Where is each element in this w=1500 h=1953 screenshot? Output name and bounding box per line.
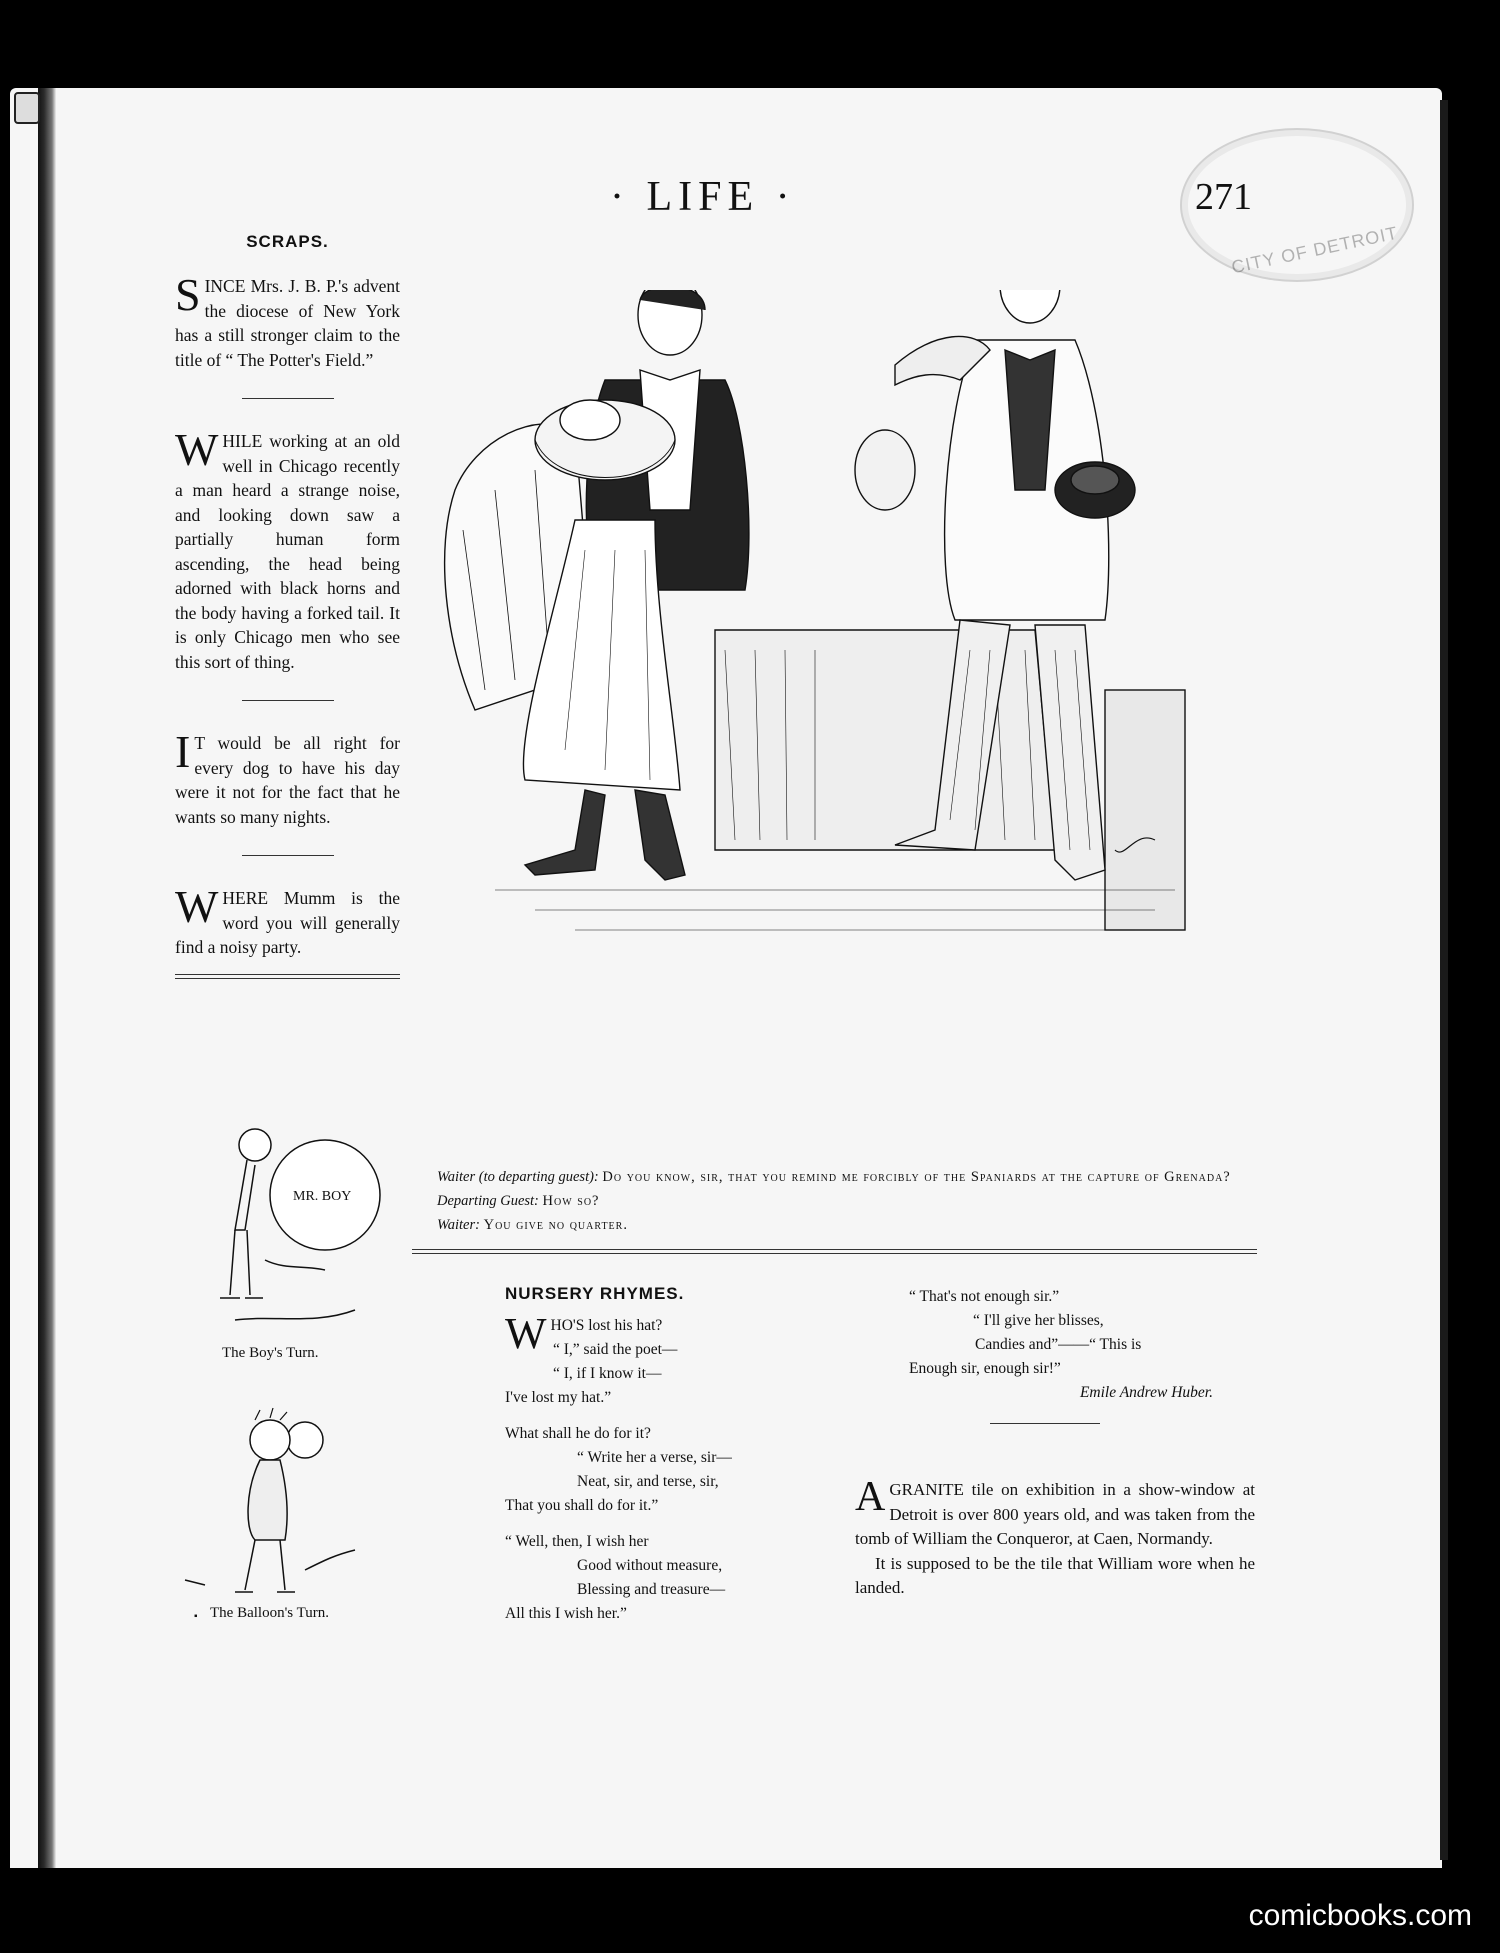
verse-line: I've lost my hat.” [505, 1389, 612, 1406]
caption-line [412, 1189, 1257, 1213]
verse-line: That you shall do for it.” [505, 1497, 659, 1514]
boy-blowing-balloon-sketch [175, 1120, 405, 1340]
granite-paragraph [855, 1474, 1255, 1552]
granite-paragraph [855, 1552, 1255, 1601]
boy-sketch-caption: The Boy's Turn. [222, 1345, 319, 1361]
dropcap: I [175, 726, 191, 777]
scraps-column [175, 232, 400, 979]
caption-line [412, 1213, 1257, 1237]
verse-line: Neat, sir, and terse, sir, [577, 1473, 719, 1490]
print-mark: ▪ [194, 1611, 198, 1622]
scrap-text: HERE Mumm is the word you will generally find a noisy party. [175, 888, 400, 957]
stanza-3 [505, 1530, 770, 1626]
verse-line: HO'S lost his hat? [550, 1317, 663, 1334]
verse-line: Blessing and treasure— [577, 1581, 726, 1598]
nursery-continued [855, 1285, 1235, 1442]
granite-text: GRANITE tile on exhibition in a show-window at Detroit is over 800 years old, and was taken from the tomb of William the Conqueror, at Caen, Normandy. [855, 1480, 1255, 1548]
divider [990, 1423, 1100, 1424]
verse-line: Enough sir, enough sir!” [909, 1360, 1061, 1377]
poem-author: Emile Andrew Huber. [1079, 1384, 1213, 1401]
page-corner-tab [14, 92, 40, 124]
caption-line [412, 1165, 1257, 1189]
caption-speaker: Departing Guest: [437, 1193, 539, 1209]
page-gutter [38, 88, 56, 1868]
library-stamp-text: CITY OF DETROIT [1229, 222, 1400, 278]
granite-text: It is supposed to be the tile that William wore when he landed. [855, 1553, 1255, 1597]
verse-line: What shall he do for it? [505, 1425, 651, 1442]
stanza-4 [855, 1285, 1235, 1405]
verse-line: Candies and”——“ This is [975, 1336, 1142, 1353]
dropcap: W [175, 881, 219, 932]
masthead-title: · LIFE · [610, 174, 796, 220]
page-edge [1440, 100, 1448, 1860]
cartoon-caption [412, 1165, 1257, 1254]
caption-double-rule [412, 1249, 1257, 1254]
verse-line: “ I, if I know it— [553, 1365, 662, 1382]
caption-speaker: Waiter (to departing guest): [437, 1169, 599, 1185]
dropcap: A [855, 1474, 886, 1520]
waiter-and-guest-illustration [415, 290, 1215, 1140]
verse-line: “ Write her a verse, sir— [577, 1449, 732, 1466]
caption-text: You give no quarter. [483, 1217, 628, 1233]
verse-line: “ That's not enough sir.” [909, 1288, 1060, 1305]
dropcap: W [175, 424, 219, 475]
scrap-item [175, 726, 400, 829]
caption-text: Do you know, sir, that you remind me forcibly of the Spaniards at the capture of Grenada? [602, 1169, 1231, 1185]
scrap-item [175, 881, 400, 960]
nursery-rhymes-column [505, 1284, 770, 1626]
verse-line: All this I wish her.” [505, 1605, 627, 1622]
balloon-sketch-caption: The Balloon's Turn. [210, 1605, 329, 1621]
balloon-blowing-boy-sketch [175, 1400, 405, 1610]
divider [242, 398, 334, 399]
caption-speaker: Waiter: [437, 1217, 480, 1233]
dropcap: S [175, 269, 201, 320]
stanza-1 [505, 1309, 770, 1410]
scrap-text: INCE Mrs. J. B. P.'s advent the diocese of New York has a still stronger claim to the title of “ The Potter's Field.” [175, 276, 400, 370]
stanza-2 [505, 1422, 770, 1518]
dropcap: W [505, 1309, 547, 1358]
balloon-lettering: MR. BOY [293, 1189, 352, 1204]
caption-text: How so? [542, 1193, 600, 1209]
scrap-text: T would be all right for every dog to have his day were it not for the fact that he wants so many nights. [175, 733, 400, 827]
verse-line: “ Well, then, I wish her [505, 1533, 649, 1550]
section-double-rule [175, 974, 400, 979]
granite-article [855, 1474, 1255, 1601]
scrap-text: HILE working at an old well in Chicago recently a man heard a strange noise, and looking down saw a partially human form ascending, the head being adorned with black horns and the body having a forked tail. It is only Chicago men who see this sort of thing. [175, 431, 400, 672]
divider [242, 855, 334, 856]
page-number: 271 [1195, 176, 1252, 218]
verse-line: “ I,” said the poet— [553, 1341, 678, 1358]
verse-line: “ I'll give her blisses, [973, 1312, 1104, 1329]
verse-line: Good without measure, [577, 1557, 723, 1574]
divider [242, 700, 334, 701]
site-watermark: comicbooks.com [1248, 1899, 1472, 1932]
scrap-item [175, 424, 400, 674]
scraps-heading: SCRAPS. [246, 232, 329, 251]
scrap-item [175, 269, 400, 372]
nursery-heading: NURSERY RHYMES. [505, 1284, 685, 1303]
